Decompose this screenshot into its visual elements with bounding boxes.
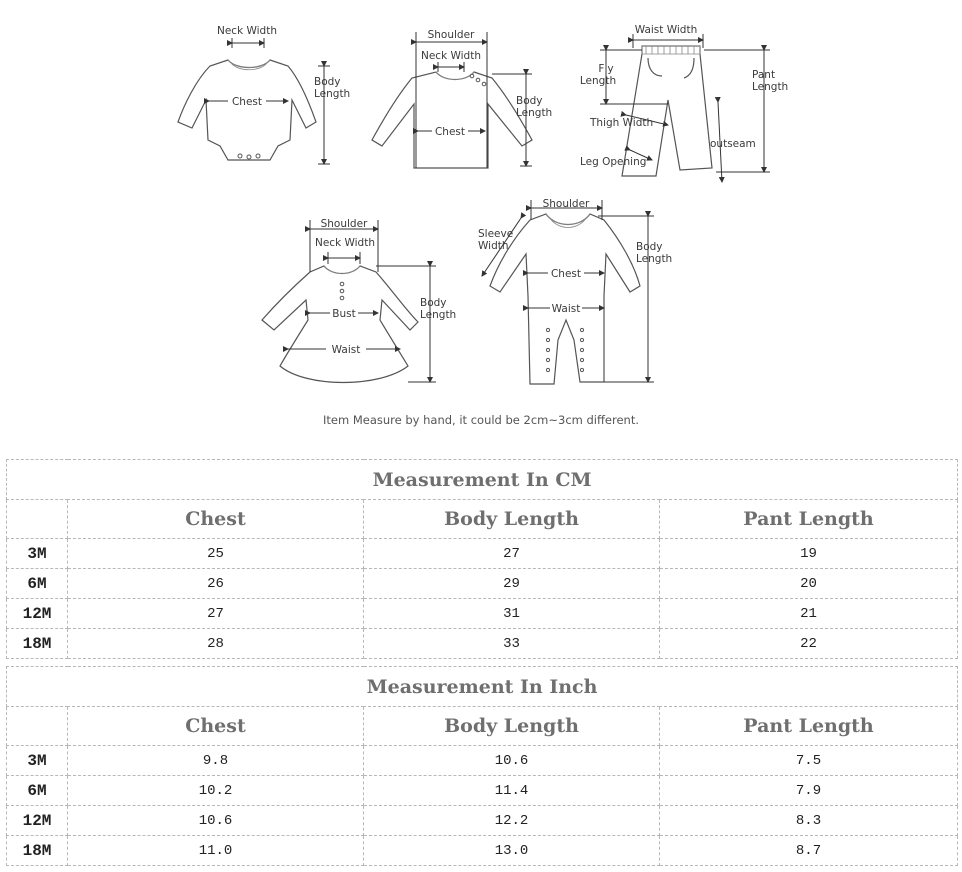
romper-shoulder-label: Shoulder bbox=[542, 198, 590, 210]
table-row bbox=[7, 836, 958, 866]
top-shoulder-label: Shoulder bbox=[427, 29, 475, 41]
table-cell: 31 bbox=[364, 599, 660, 629]
size-table-inch bbox=[6, 666, 958, 866]
table-cell: 9.8 bbox=[68, 746, 364, 776]
table-title: Measurement In Inch bbox=[7, 667, 958, 707]
table-cell: 29 bbox=[364, 569, 660, 599]
table-cell: 10.2 bbox=[68, 776, 364, 806]
table-row bbox=[7, 806, 958, 836]
pants-fly-length-label-2: Length bbox=[579, 75, 617, 87]
bodysuit-diagram bbox=[178, 25, 350, 164]
dress-waist-label: Waist bbox=[331, 344, 361, 356]
table-cell: 12.2 bbox=[364, 806, 660, 836]
corner-cell bbox=[7, 500, 68, 539]
romper-diagram bbox=[478, 198, 672, 384]
pants-leg-opening-label: Leg Opening bbox=[580, 156, 647, 168]
table-cell: 20 bbox=[660, 569, 958, 599]
size-label: 18M bbox=[7, 836, 68, 866]
top-diagram bbox=[372, 29, 552, 168]
size-label: 6M bbox=[7, 776, 68, 806]
table-cell: 10.6 bbox=[364, 746, 660, 776]
size-label: 12M bbox=[7, 599, 68, 629]
romper-waist-label: Waist bbox=[551, 303, 581, 315]
size-label: 3M bbox=[7, 746, 68, 776]
table-cell: 11.4 bbox=[364, 776, 660, 806]
table-cell: 33 bbox=[364, 629, 660, 659]
table-cell: 22 bbox=[660, 629, 958, 659]
bodysuit-body-length-label: Body bbox=[314, 76, 341, 88]
table-title: Measurement In CM bbox=[7, 460, 958, 500]
top-body-length-label-2: Length bbox=[516, 107, 553, 119]
size-table-cm bbox=[6, 459, 958, 659]
table-cell: 8.3 bbox=[660, 806, 958, 836]
dress-shoulder-label: Shoulder bbox=[320, 218, 368, 230]
bodysuit-body-length-label-2: Length bbox=[314, 88, 351, 100]
table-cell: 7.5 bbox=[660, 746, 958, 776]
table-header-row bbox=[7, 500, 958, 539]
table-cell: 27 bbox=[68, 599, 364, 629]
dress-body-length-label: Body bbox=[420, 297, 447, 309]
table-row bbox=[7, 539, 958, 569]
size-label: 3M bbox=[7, 539, 68, 569]
column-header: Pant Length bbox=[660, 707, 958, 746]
corner-cell bbox=[7, 707, 68, 746]
romper-body-length-label: Body bbox=[636, 241, 663, 253]
pants-thigh-width-label: Thigh Width bbox=[590, 117, 654, 129]
table-cell: 25 bbox=[68, 539, 364, 569]
romper-chest-label: Chest bbox=[550, 268, 582, 280]
table-row bbox=[7, 776, 958, 806]
romper-sleeve-width-label: Sleeve bbox=[478, 228, 514, 240]
column-header: Pant Length bbox=[660, 500, 958, 539]
table-row bbox=[7, 569, 958, 599]
table-cell: 19 bbox=[660, 539, 958, 569]
dress-neck-width-label: Neck Width bbox=[314, 237, 376, 249]
table-header-row bbox=[7, 707, 958, 746]
table-cell: 26 bbox=[68, 569, 364, 599]
top-body-length-label: Body bbox=[516, 95, 543, 107]
column-header: Chest bbox=[68, 500, 364, 539]
bodysuit-neck-width-label: Neck Width bbox=[216, 25, 278, 37]
dress-bust-label: Bust bbox=[332, 308, 356, 320]
table-title-row bbox=[7, 460, 958, 500]
dress-body-length-label-2: Length bbox=[420, 309, 457, 321]
table-cell: 11.0 bbox=[68, 836, 364, 866]
table-title-row bbox=[7, 667, 958, 707]
top-neck-width-label: Neck Width bbox=[420, 50, 482, 62]
table-cell: 10.6 bbox=[68, 806, 364, 836]
table-row bbox=[7, 599, 958, 629]
dress-diagram bbox=[262, 218, 456, 383]
pants-diagram bbox=[580, 24, 788, 182]
size-label: 6M bbox=[7, 569, 68, 599]
bodysuit-chest-label: Chest bbox=[231, 96, 263, 108]
pants-fly-length-label: Fly bbox=[598, 63, 614, 75]
romper-body-length-label-2: Length bbox=[636, 253, 673, 265]
column-header: Chest bbox=[68, 707, 364, 746]
table-row bbox=[7, 629, 958, 659]
table-cell: 13.0 bbox=[364, 836, 660, 866]
romper-sleeve-width-label-2: Width bbox=[478, 240, 509, 252]
table-row bbox=[7, 746, 958, 776]
pants-pant-length-label-2: Length bbox=[752, 81, 789, 93]
top-chest-label: Chest bbox=[434, 126, 466, 138]
pants-waist-width-label: Waist Width bbox=[634, 24, 698, 36]
table-cell: 8.7 bbox=[660, 836, 958, 866]
table-cell: 28 bbox=[68, 629, 364, 659]
pants-outseam-label: outseam bbox=[710, 138, 756, 150]
pants-pant-length-label: Pant bbox=[752, 69, 776, 81]
column-header: Body Length bbox=[364, 707, 660, 746]
size-label: 12M bbox=[7, 806, 68, 836]
column-header: Body Length bbox=[364, 500, 660, 539]
size-label: 18M bbox=[7, 629, 68, 659]
measure-note: Item Measure by hand, it could be 2cm~3cm different. bbox=[322, 413, 640, 427]
table-cell: 7.9 bbox=[660, 776, 958, 806]
table-cell: 27 bbox=[364, 539, 660, 569]
table-cell: 21 bbox=[660, 599, 958, 629]
